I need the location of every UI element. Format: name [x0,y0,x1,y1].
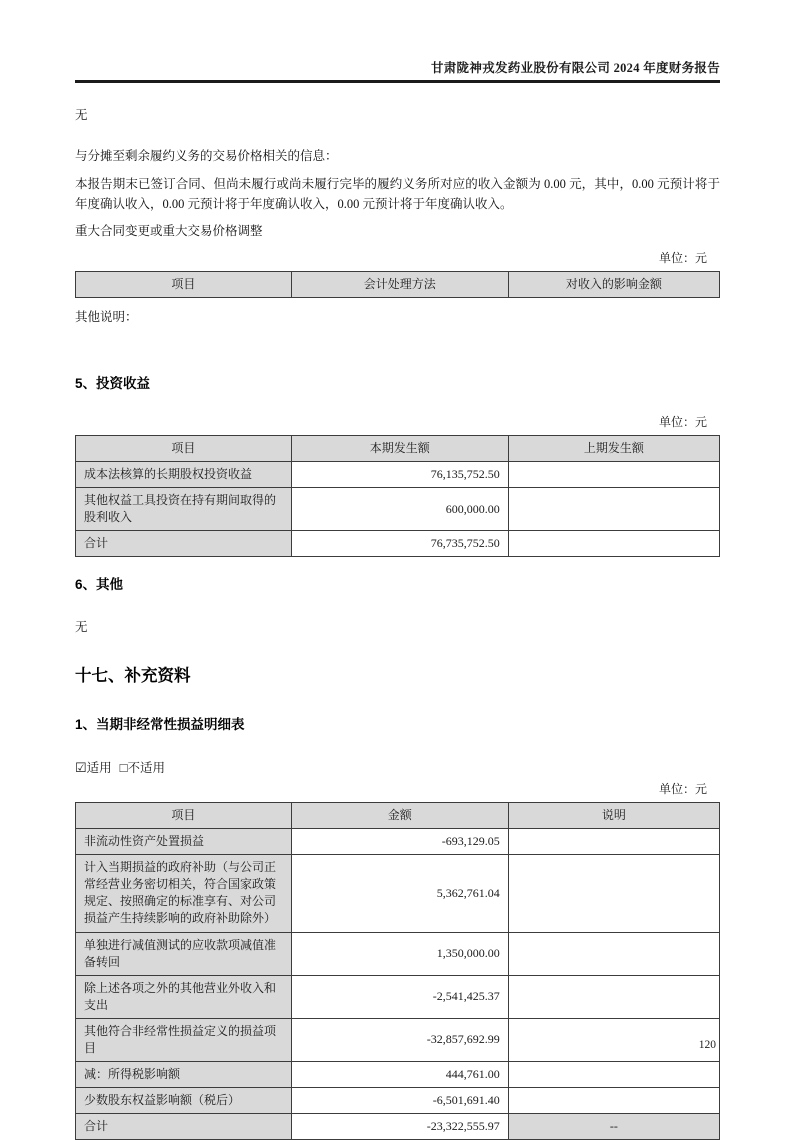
row-amount: -693,129.05 [291,829,508,855]
total-label: 合计 [76,531,292,557]
column-header-item: 项目 [76,271,292,297]
column-header-amount: 金额 [291,803,508,829]
row-item-label: 成本法核算的长期股权投资收益 [76,462,292,488]
row-item-label: 单独进行减值测试的应收款项减值准备转回 [76,932,292,975]
row-note [508,1018,719,1061]
row-note [508,1061,719,1087]
page-number: 120 [698,1039,716,1051]
remaining-obligation-info: 与分摊至剩余履约义务的交易价格相关的信息： [75,149,338,164]
checkbox-checked-icon: ☑ [75,760,87,776]
total-note: -- [508,1113,719,1139]
table-row [76,1087,720,1113]
table-row [76,975,720,1018]
column-header-item: 项目 [76,803,292,829]
row-prior-amount [508,462,719,488]
price-adjustment-label: 重大合同变更或重大交易价格调整 [75,223,263,238]
row-item-label: 除上述各项之外的其他营业外收入和支出 [76,975,292,1018]
row-item-label: 减：所得税影响额 [76,1061,292,1087]
other-note-label: 其他说明： [75,309,138,324]
investment-income-table [75,435,720,557]
row-amount: 1,350,000.00 [291,932,508,975]
applicable-label: 适用 [86,761,112,776]
row-note [508,1087,719,1113]
checkbox-unchecked-icon: □ [119,760,128,776]
section-17-heading: 十七、补充资料 [75,667,191,686]
column-header-prior-period: 上期发生额 [508,436,719,462]
subsection-1-heading: 1、当期非经常性损益明细表 [75,717,245,733]
column-header-revenue-impact: 对收入的影响金额 [508,271,719,297]
table-row [76,488,720,531]
column-header-current-period: 本期发生额 [291,436,508,462]
row-note [508,932,719,975]
none-text: 无 [75,108,88,122]
row-item-label: 非流动性资产处置损益 [76,829,292,855]
table-header-row [76,436,720,462]
contract-revenue-paragraph: 本报告期末已签订合同、但尚未履行或尚未履行完毕的履约义务所对应的收入金额为 0.00 元，其中，0.00 元预计将于年度确认收入，0.00 元预计将于年度确认收入，0.00 元预计将于年度确认收入。 [75,177,720,211]
total-current-amount: 76,735,752.50 [291,531,508,557]
section-5-heading: 5、投资收益 [75,376,151,392]
row-prior-amount [508,488,719,531]
non-recurring-items-table [75,802,720,1139]
row-amount: 444,761.00 [291,1061,508,1087]
table-row [76,932,720,975]
table-total-row [76,531,720,557]
table-row [76,829,720,855]
table-header-row [76,803,720,829]
row-note [508,829,719,855]
row-item-label: 计入当期损益的政府补助（与公司正常经营业务密切相关，符合国家政策规定、按照确定的标准享有、对公司损益产生持续影响的政府补助除外） [76,855,292,932]
unit-label-2: 单位：元 [658,415,707,430]
row-amount: -6,501,691.40 [291,1087,508,1113]
table-row [76,1018,720,1061]
not-applicable-label: 不适用 [127,761,166,776]
row-amount: -32,857,692.99 [291,1018,508,1061]
table-row [76,1061,720,1087]
row-current-amount: 600,000.00 [291,488,508,531]
unit-label-3: 单位：元 [658,782,707,797]
row-item-label: 少数股东权益影响额（税后） [76,1087,292,1113]
total-amount: -23,322,555.97 [291,1113,508,1139]
total-label: 合计 [76,1113,292,1139]
unit-label-1: 单位：元 [658,250,707,265]
row-note [508,975,719,1018]
table-header-row [76,271,720,297]
section-6-body: 无 [75,620,88,635]
row-note [508,855,719,932]
report-header [75,58,720,83]
row-current-amount: 76,135,752.50 [291,462,508,488]
table-row [76,855,720,932]
section-6-heading: 6、其他 [75,577,124,593]
row-item-label: 其他符合非经常性损益定义的损益项目 [76,1018,292,1061]
table-total-row [76,1113,720,1139]
applicability-row [75,758,720,776]
row-item-label: 其他权益工具投资在持有期间取得的股利收入 [76,488,292,531]
column-header-accounting-method: 会计处理方法 [291,271,508,297]
column-header-item: 项目 [76,436,292,462]
contract-change-table [75,271,720,298]
total-prior-amount [508,531,719,557]
report-title: 甘肃陇神戎发药业股份有限公司 2024 年度财务报告 [430,61,720,75]
row-amount: -2,541,425.37 [291,975,508,1018]
column-header-note: 说明 [508,803,719,829]
table-row [76,462,720,488]
row-amount: 5,362,761.04 [291,855,508,932]
